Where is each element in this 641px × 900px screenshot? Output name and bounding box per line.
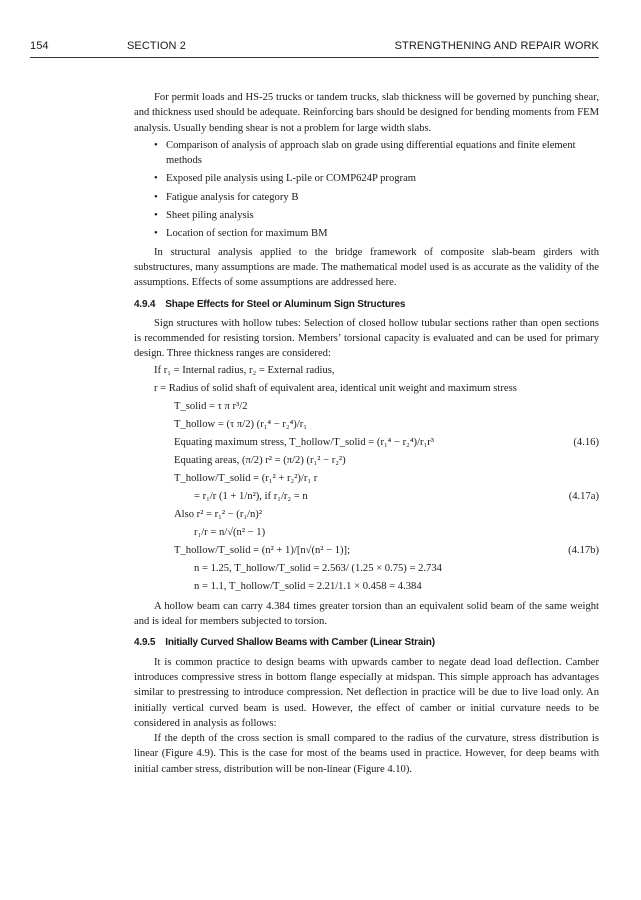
structural-paragraph: In structural analysis applied to the bridge framework of composite slab-beam girders with substructures, many assumptions are made. The mathematical model used is as accurate as the validity of the assumptions. Effects of some assumptions are addressed here. xyxy=(134,246,599,289)
equation-tsolid: T_solid = τ π r³/2 xyxy=(174,400,248,412)
running-title: STRENGTHENING AND REPAIR WORK xyxy=(394,40,599,52)
equation-number: (4.16) xyxy=(573,436,599,448)
equation-also: Also r² = r₁² − (r₁/n)² xyxy=(174,508,262,520)
equation-number: (4.17b) xyxy=(568,544,599,556)
torsion-conclusion: A hollow beam can carry 4.384 times greater torsion than an equivalent solid beam of the same weight and is ideal for members subjected to torsion. xyxy=(134,600,599,628)
equation-areas: Equating areas, (π/2) r² = (π/2) (r₁² − r₂²) xyxy=(174,454,346,466)
equation-number: (4.17a) xyxy=(568,490,599,502)
camber-paragraph: It is common practice to design beams with upwards camber to negate dead load deflection. Camber introduces compressive stress in bottom flange especially at midspan. This simple approach has advantages similar to prestressing to introduce compression. Net deflection in practice will be due to live load only. An initially vertical curved beam is used. However, the effect of camber or initial curvature needs to be considered in analysis as follows: xyxy=(134,656,599,729)
sign-structures-paragraph: Sign structures with hollow tubes: Selection of closed hollow tubular sections rather than open sections is recommended for resisting torsion. Members’ torsional capacity is evaluated and can be used for primary design. Three thickness ranges are considered: xyxy=(134,317,599,360)
equation-max-stress: Equating maximum stress, T_hollow/T_solid = (r₁⁴ − r₂⁴)/r₁r³ (4.16) xyxy=(134,434,599,452)
equation-thollow: T_hollow = (τ π/2) (r₁⁴ − r₂⁴)/r₁ xyxy=(174,418,307,430)
equation-ratio-1: T_hollow/T_solid = (r₁² + r₂²)/r₁ r xyxy=(174,472,318,484)
section-number: 4.9.5 xyxy=(134,637,156,649)
page-body xyxy=(134,90,599,777)
equation-ratio-3: T_hollow/T_solid = (n² + 1)/[n√(n² − 1)]; (4.17b) xyxy=(134,542,599,560)
intro-paragraph: For permit loads and HS-25 trucks or tandem trucks, slab thickness will be governed by punching shear, and thickness used should be adequate. Reinforcing bars should be designed for bending moments from FEM analysis. Usually bending shear is not a problem for large width slabs. xyxy=(134,92,599,134)
list-item: • Comparison of analysis of approach slab on grade using differential equations and finite element methods xyxy=(166,138,599,169)
list-item: • Fatigue analysis for category B xyxy=(166,190,599,205)
section-495-heading xyxy=(134,635,599,650)
running-header xyxy=(30,37,599,58)
section-title: Initially Curved Shallow Beams with Camber (Linear Strain) xyxy=(165,637,435,649)
list-item: • Exposed pile analysis using L-pile or COMP624P program xyxy=(166,171,599,186)
stress-distribution-paragraph: If the depth of the cross section is small compared to the radius of the curvature, stress distribution is linear (Figure 4.9). This is the case for most of the beams used in practice. However, for deep beams with initial camber stress, distribution will be non-linear (Figure 4.10). xyxy=(134,733,599,775)
equation-r1-over-r: r₁/r = n/√(n² − 1) xyxy=(194,526,266,538)
page-number: 154 xyxy=(30,40,49,52)
section-label: SECTION 2 xyxy=(127,40,186,52)
radius-definition: r = Radius of solid shaft of equivalent area, identical unit weight and maximum stress xyxy=(154,382,517,394)
equation-n-11: n = 1.1, T_hollow/T_solid = 2.21/1.1 × 0.458 = 4.384 xyxy=(194,580,422,592)
list-item: • Sheet piling analysis xyxy=(166,208,599,223)
section-number: 4.9.4 xyxy=(134,298,156,310)
radii-line: If r₁ = Internal radius, r₂ = External radius, xyxy=(154,364,335,376)
equation-ratio-2: = r₁/r (1 + 1/n²), if r₁/r₂ = n (4.17a) xyxy=(134,488,599,506)
section-title: Shape Effects for Steel or Aluminum Sign Structures xyxy=(165,298,406,310)
equation-n-125: n = 1.25, T_hollow/T_solid = 2.563/ (1.25 × 0.75) = 2.734 xyxy=(194,562,442,574)
list-item: • Location of section for maximum BM xyxy=(166,226,599,241)
section-494-heading xyxy=(134,297,599,312)
analysis-list xyxy=(134,138,599,242)
